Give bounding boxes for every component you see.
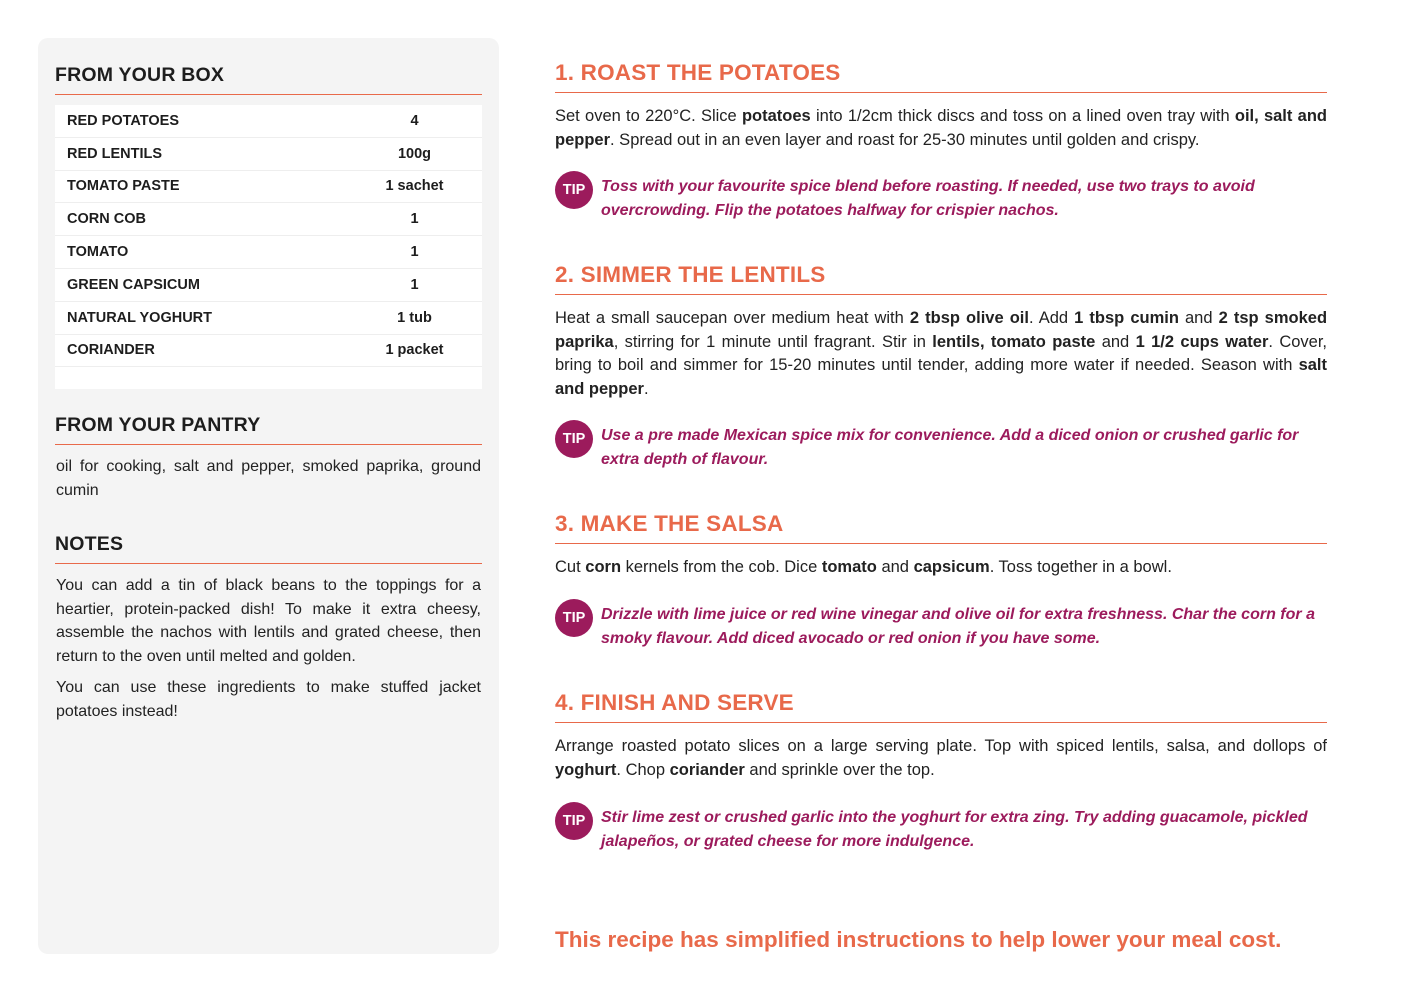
ingredient-row bbox=[55, 105, 482, 138]
ingredient-name: CORN COB bbox=[67, 211, 146, 228]
bold-ingredient: tomato bbox=[821, 558, 877, 576]
step-1-text bbox=[555, 105, 1327, 152]
tip-badge: TIP bbox=[555, 802, 593, 840]
ingredient-name: TOMATO bbox=[67, 244, 129, 261]
bold-ingredient: corn bbox=[585, 558, 622, 576]
simplified-recipe-note: This recipe has simplified instructions to help lower your meal cost. bbox=[555, 927, 1282, 952]
tip-badge: TIP bbox=[555, 599, 593, 637]
step-text-run: and bbox=[1095, 332, 1136, 351]
bold-ingredient: yoghurt bbox=[555, 760, 617, 779]
notes-paragraph: You can use these ingredients to make stuffed jacket potatoes instead! bbox=[56, 679, 481, 720]
step-text-run: and bbox=[876, 558, 914, 576]
bold-ingredient: 2 tbsp olive oil bbox=[909, 309, 1029, 327]
step-text-run: , stirring for 1 minute until fragrant. Stir in bbox=[613, 332, 933, 351]
tip-text: Use a pre made Mexican spice mix for convenience. Add a diced onion or crushed garlic for extra depth of flavour. bbox=[601, 427, 1299, 468]
ingredient-row bbox=[55, 269, 482, 302]
step-text-run: and bbox=[1178, 309, 1219, 327]
step-text-run: Cut bbox=[555, 558, 586, 576]
pantry-text: oil for cooking, salt and pepper, smoked paprika, ground cumin bbox=[56, 458, 481, 499]
ingredient-qty: 1 bbox=[410, 211, 419, 228]
tip-text: Drizzle with lime juice or red wine vinegar and olive oil for extra freshness. Char the corn for a smoky flavour. Add diced avocado or red onion if you have some. bbox=[601, 606, 1315, 647]
ingredient-row bbox=[55, 236, 482, 269]
step-text-run: . Chop bbox=[616, 760, 670, 779]
step-4-text bbox=[555, 735, 1327, 782]
bold-ingredient: potatoes bbox=[741, 107, 811, 125]
bold-ingredient: oil, salt and pepper bbox=[555, 107, 1327, 149]
bold-ingredient: 1 tbsp cumin bbox=[1074, 309, 1179, 327]
step-2-title: 2. SIMMER THE LENTILS bbox=[555, 262, 1327, 295]
step-text-run: and sprinkle over the top. bbox=[744, 760, 935, 779]
ingredient-qty: 4 bbox=[410, 112, 419, 129]
bold-ingredient: 1 1/2 cups water bbox=[1135, 332, 1269, 351]
step-text-run: . bbox=[643, 379, 649, 398]
tip-text: Stir lime zest or crushed garlic into the yoghurt for extra zing. Try adding guacamole, pickled jalapeños, or grated cheese for more indulgence. bbox=[601, 809, 1308, 850]
ingredient-qty: 1 bbox=[410, 276, 419, 293]
ingredient-name: CORIANDER bbox=[67, 342, 155, 359]
step-text-run: . Toss together in a bowl. bbox=[989, 558, 1172, 576]
notes-heading: NOTES bbox=[55, 533, 482, 564]
step-text-run: Set oven to 220°C. Slice bbox=[555, 107, 742, 125]
ingredients-table bbox=[55, 105, 482, 389]
tip-badge: TIP bbox=[555, 171, 593, 209]
step-text-run: . Cover, bring to boil and simmer for 15-20 minutes until tender, adding more water if needed. Season with bbox=[555, 332, 1328, 374]
step-3-text bbox=[555, 556, 1327, 580]
bold-ingredient: 2 tsp smoked paprika bbox=[555, 309, 1328, 351]
step-text-run: into 1/2cm thick discs and toss on a lined oven tray with bbox=[810, 107, 1235, 125]
step-2-text bbox=[555, 307, 1327, 401]
step-3-title: 3. MAKE THE SALSA bbox=[555, 511, 1327, 544]
from-your-box-heading: FROM YOUR BOX bbox=[55, 64, 482, 95]
ingredient-name: NATURAL YOGHURT bbox=[67, 309, 212, 326]
step-text-run: Arrange roasted potato slices on a large serving plate. Top with spiced lentils, salsa, and dollops of bbox=[555, 737, 1327, 755]
bold-ingredient: salt and pepper bbox=[555, 356, 1327, 398]
ingredient-qty: 1 bbox=[410, 244, 419, 261]
tip-badge: TIP bbox=[555, 420, 593, 458]
ingredient-qty: 1 sachet bbox=[385, 178, 444, 195]
ingredients-panel bbox=[38, 38, 499, 954]
step-text-run: kernels from the cob. Dice bbox=[621, 558, 822, 576]
ingredient-name: TOMATO PASTE bbox=[67, 178, 180, 195]
ingredient-row bbox=[55, 335, 482, 368]
from-your-pantry-heading: FROM YOUR PANTRY bbox=[55, 414, 482, 445]
ingredient-name: RED POTATOES bbox=[67, 112, 179, 129]
step-4-title: 4. FINISH AND SERVE bbox=[555, 690, 1327, 723]
ingredient-name: GREEN CAPSICUM bbox=[67, 276, 200, 293]
ingredient-qty: 100g bbox=[397, 145, 432, 162]
ingredient-row bbox=[55, 302, 482, 335]
step-text-run: Heat a small saucepan over medium heat with bbox=[555, 309, 910, 327]
bold-ingredient: lentils, tomato paste bbox=[932, 332, 1096, 351]
ingredient-qty: 1 packet bbox=[385, 342, 444, 359]
notes-paragraph: You can add a tin of black beans to the toppings for a heartier, protein-packed dish! To make it extra cheesy, assemble the nachos with lentils and grated cheese, then return to the oven until melted and golden. bbox=[56, 577, 481, 665]
step-text-run: . Spread out in an even layer and roast for 25-30 minutes until golden and crispy. bbox=[610, 130, 1200, 149]
step-1-title: 1. ROAST THE POTATOES bbox=[555, 60, 1327, 93]
ingredient-name: RED LENTILS bbox=[67, 145, 163, 162]
ingredient-row bbox=[55, 171, 482, 204]
bold-ingredient: coriander bbox=[669, 760, 745, 779]
ingredient-row bbox=[55, 203, 482, 236]
step-text-run: . Add bbox=[1028, 309, 1075, 327]
bold-ingredient: capsicum bbox=[913, 558, 990, 576]
ingredient-qty: 1 tub bbox=[397, 309, 432, 326]
ingredient-row bbox=[55, 138, 482, 171]
tip-text: Toss with your favourite spice blend before roasting. If needed, use two trays to avoid overcrowding. Flip the potatoes halfway for crispier nachos. bbox=[601, 178, 1255, 219]
